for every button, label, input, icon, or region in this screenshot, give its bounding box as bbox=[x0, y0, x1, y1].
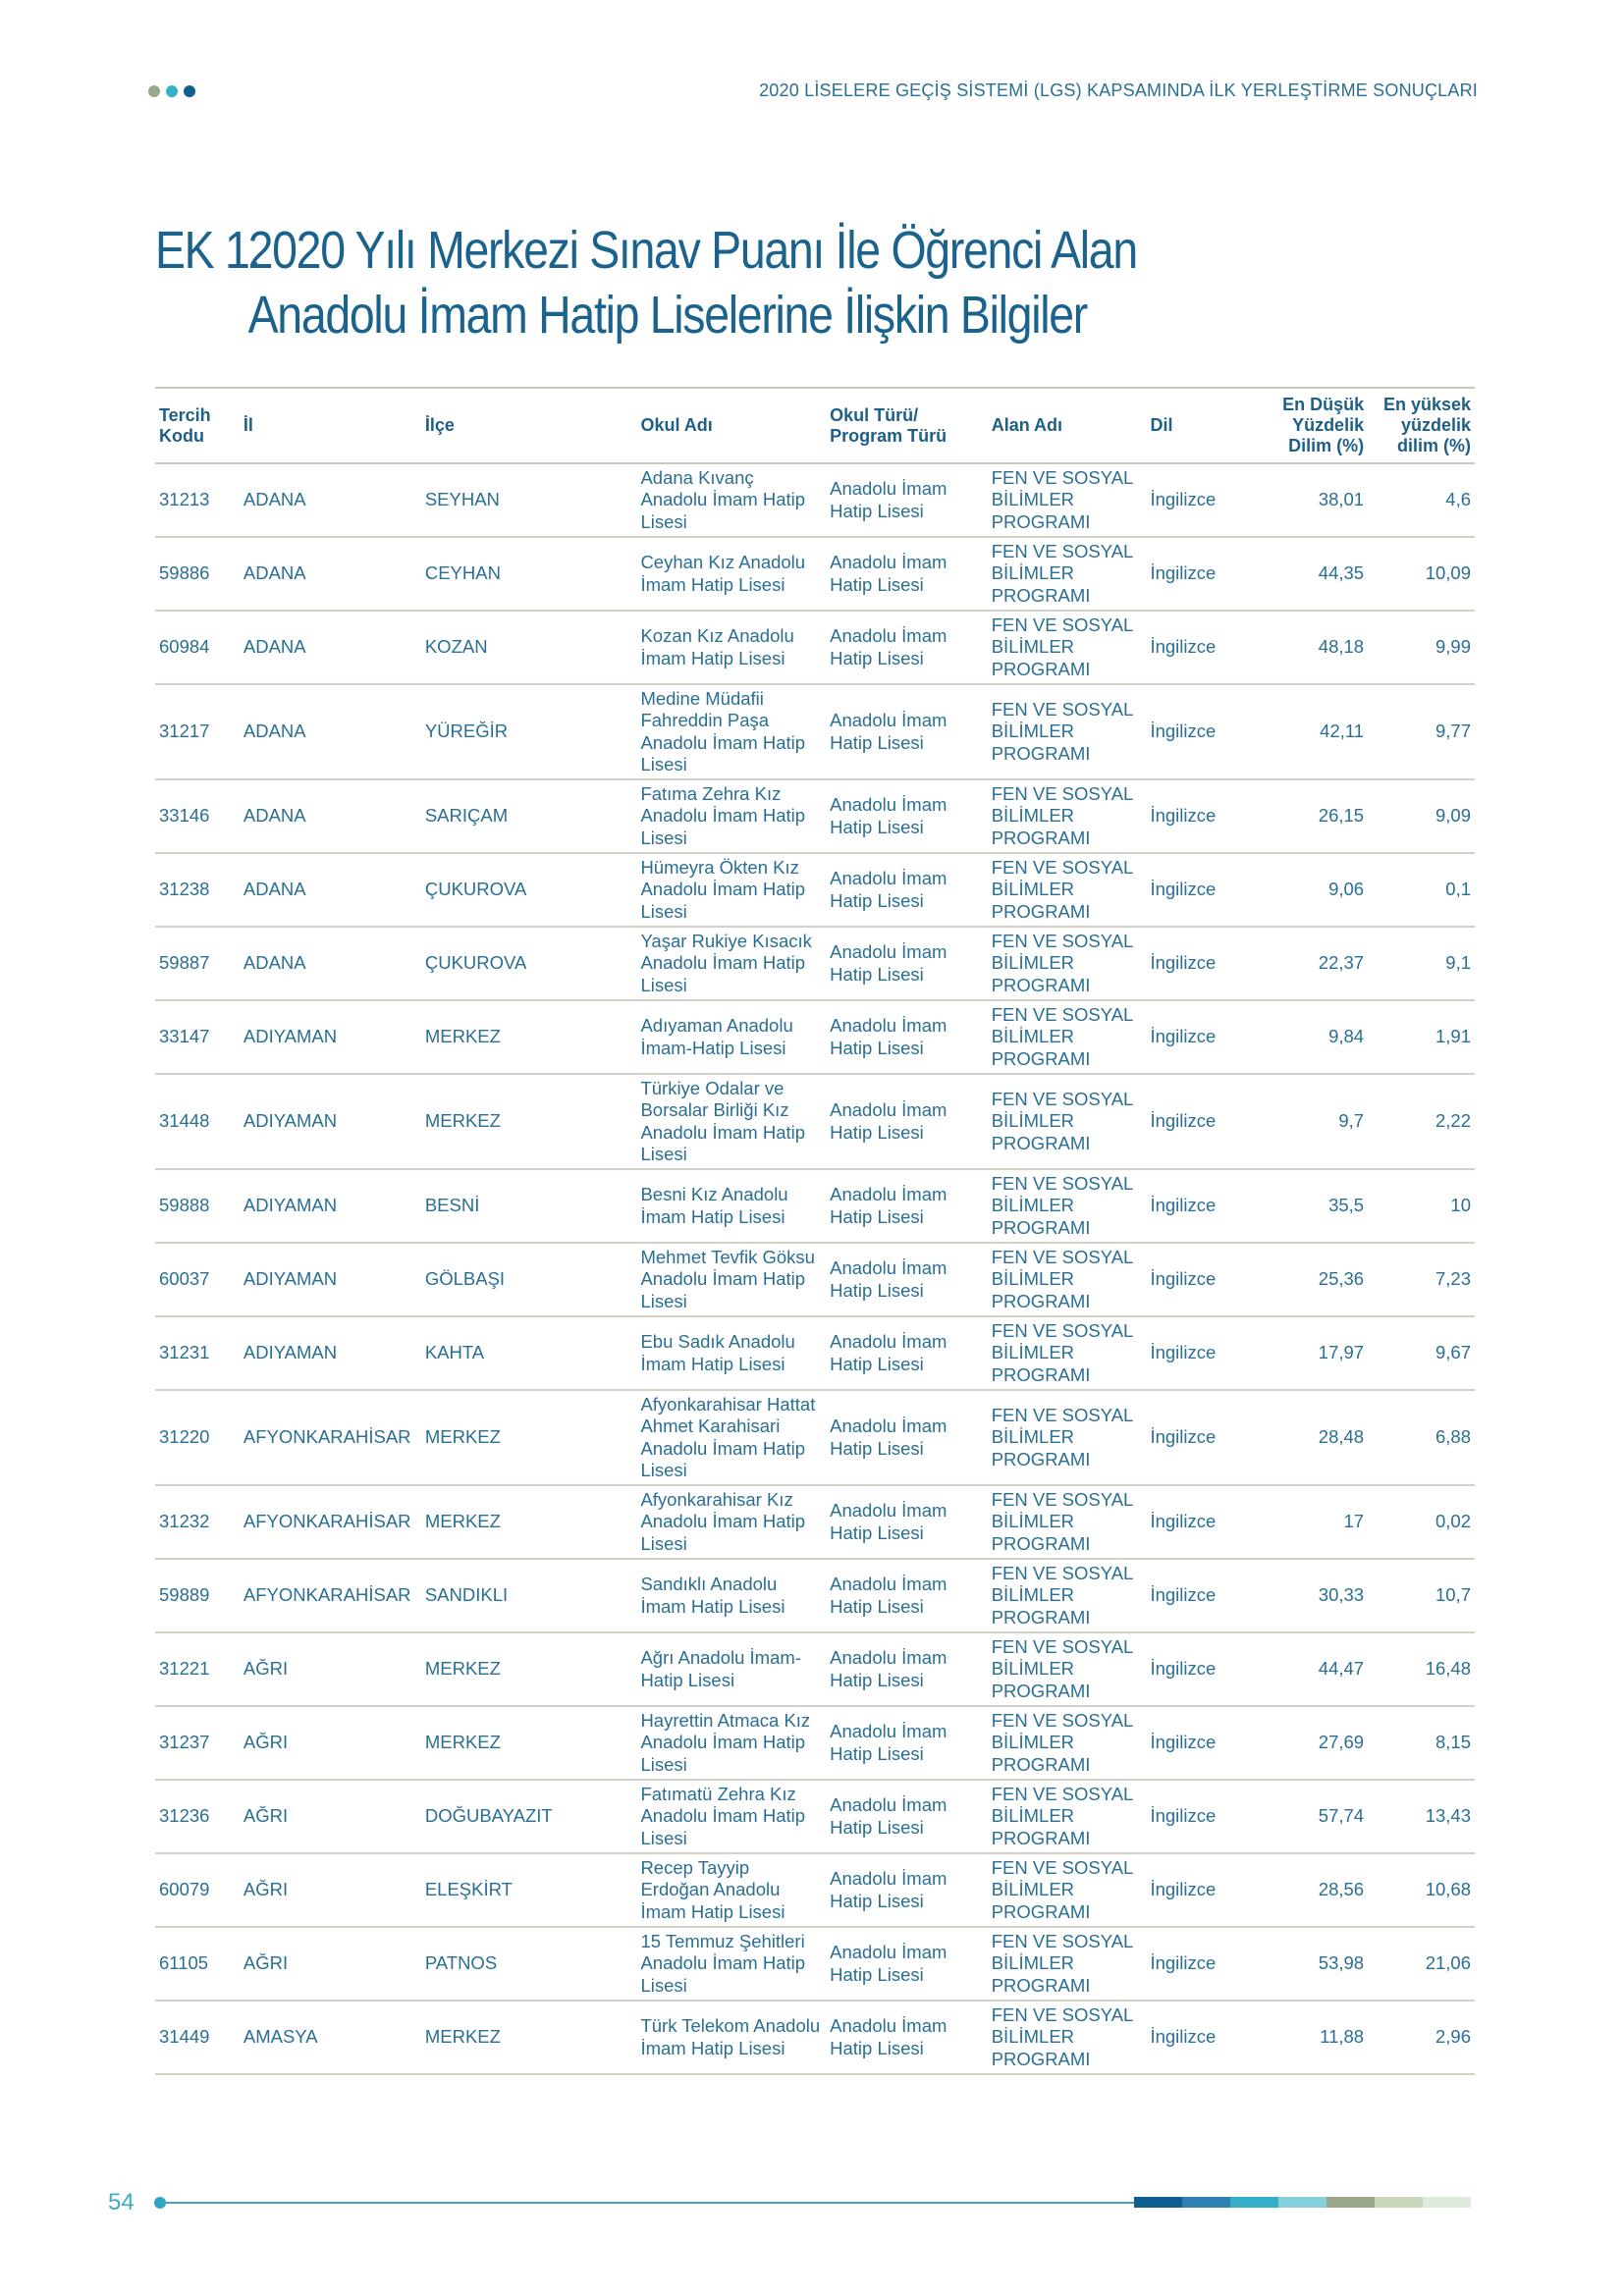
cell-tercih-kodu: 60984 bbox=[155, 611, 240, 684]
cell-tercih-kodu: 31220 bbox=[155, 1390, 240, 1485]
cell-en-dusuk: 48,18 bbox=[1258, 611, 1368, 684]
table-row bbox=[155, 1853, 1475, 1927]
table-row bbox=[155, 1559, 1475, 1632]
cell-okul-turu: Anadolu İmam Hatip Lisesi bbox=[826, 1632, 988, 1706]
cell-il: ADIYAMAN bbox=[240, 1169, 421, 1243]
cell-ilce: MERKEZ bbox=[421, 1000, 637, 1074]
cell-dil: İngilizce bbox=[1146, 1559, 1258, 1632]
cell-okul-adi: Fatıma Zehra Kız Anadolu İmam Hatip Lisesi bbox=[636, 779, 826, 853]
cell-alan-adi: FEN VE SOSYAL BİLİMLER PROGRAMI bbox=[988, 463, 1147, 537]
cell-en-yuksek: 7,23 bbox=[1368, 1243, 1475, 1316]
cell-okul-adi: Medine Müdafii Fahreddin Paşa Anadolu İmam Hatip Lisesi bbox=[636, 684, 826, 779]
cell-okul-turu: Anadolu İmam Hatip Lisesi bbox=[826, 1169, 988, 1243]
swatch-7 bbox=[1423, 2197, 1471, 2208]
cell-okul-adi: 15 Temmuz Şehitleri Anadolu İmam Hatip Lisesi bbox=[636, 1927, 826, 2001]
cell-ilce: KOZAN bbox=[421, 611, 637, 684]
cell-il: ADANA bbox=[240, 853, 421, 927]
cell-okul-turu: Anadolu İmam Hatip Lisesi bbox=[826, 1559, 988, 1632]
cell-il: ADANA bbox=[240, 779, 421, 853]
cell-dil: İngilizce bbox=[1146, 537, 1258, 611]
table-row bbox=[155, 779, 1475, 853]
cell-okul-turu: Anadolu İmam Hatip Lisesi bbox=[826, 779, 988, 853]
table-row bbox=[155, 1485, 1475, 1559]
col-okul-turu: Okul Türü/ Program Türü bbox=[826, 388, 988, 463]
cell-dil: İngilizce bbox=[1146, 1169, 1258, 1243]
title-line-2: Anadolu İmam Hatip Liselerine İlişkin Bilgiler bbox=[247, 286, 1087, 345]
cell-en-yuksek: 0,1 bbox=[1368, 853, 1475, 927]
cell-tercih-kodu: 59888 bbox=[155, 1169, 240, 1243]
cell-okul-adi: Hayrettin Atmaca Kız Anadolu İmam Hatip Lisesi bbox=[636, 1706, 826, 1780]
table-row bbox=[155, 537, 1475, 611]
cell-dil: İngilizce bbox=[1146, 2001, 1258, 2074]
cell-tercih-kodu: 31217 bbox=[155, 684, 240, 779]
cell-alan-adi: FEN VE SOSYAL BİLİMLER PROGRAMI bbox=[988, 1169, 1147, 1243]
cell-alan-adi: FEN VE SOSYAL BİLİMLER PROGRAMI bbox=[988, 1853, 1147, 1927]
cell-ilce: SARIÇAM bbox=[421, 779, 637, 853]
cell-en-dusuk: 27,69 bbox=[1258, 1706, 1368, 1780]
cell-alan-adi: FEN VE SOSYAL BİLİMLER PROGRAMI bbox=[988, 1316, 1147, 1390]
cell-ilce: MERKEZ bbox=[421, 1485, 637, 1559]
cell-en-dusuk: 9,84 bbox=[1258, 1000, 1368, 1074]
cell-ilce: SEYHAN bbox=[421, 463, 637, 537]
swatch-1 bbox=[1134, 2197, 1182, 2208]
cell-dil: İngilizce bbox=[1146, 1316, 1258, 1390]
cell-tercih-kodu: 61105 bbox=[155, 1927, 240, 2001]
cell-en-yuksek: 10,68 bbox=[1368, 1853, 1475, 1927]
cell-dil: İngilizce bbox=[1146, 463, 1258, 537]
title-line-1: 2020 Yılı Merkezi Sınav Puanı İle Öğrenci Alan bbox=[247, 221, 1137, 280]
cell-dil: İngilizce bbox=[1146, 611, 1258, 684]
cell-dil: İngilizce bbox=[1146, 1706, 1258, 1780]
cell-okul-turu: Anadolu İmam Hatip Lisesi bbox=[826, 1485, 988, 1559]
cell-okul-adi: Kozan Kız Anadolu İmam Hatip Lisesi bbox=[636, 611, 826, 684]
cell-alan-adi: FEN VE SOSYAL BİLİMLER PROGRAMI bbox=[988, 684, 1147, 779]
col-dil: Dil bbox=[1146, 388, 1258, 463]
table-row bbox=[155, 463, 1475, 537]
table-row bbox=[155, 1390, 1475, 1485]
table-row bbox=[155, 1632, 1475, 1706]
swatch-6 bbox=[1375, 2197, 1423, 2208]
cell-en-dusuk: 35,5 bbox=[1258, 1169, 1368, 1243]
cell-il: AFYONKARAHİSAR bbox=[240, 1390, 421, 1485]
cell-alan-adi: FEN VE SOSYAL BİLİMLER PROGRAMI bbox=[988, 611, 1147, 684]
cell-en-dusuk: 44,35 bbox=[1258, 537, 1368, 611]
swatch-2 bbox=[1182, 2197, 1230, 2208]
table-row bbox=[155, 927, 1475, 1000]
cell-ilce: MERKEZ bbox=[421, 2001, 637, 2074]
table-row bbox=[155, 1780, 1475, 1853]
cell-okul-adi: Türkiye Odalar ve Borsalar Birliği Kız Anadolu İmam Hatip Lisesi bbox=[636, 1074, 826, 1169]
cell-en-yuksek: 9,67 bbox=[1368, 1316, 1475, 1390]
cell-alan-adi: FEN VE SOSYAL BİLİMLER PROGRAMI bbox=[988, 1706, 1147, 1780]
cell-tercih-kodu: 59886 bbox=[155, 537, 240, 611]
cell-en-dusuk: 25,36 bbox=[1258, 1243, 1368, 1316]
cell-okul-turu: Anadolu İmam Hatip Lisesi bbox=[826, 1927, 988, 2001]
cell-il: ADANA bbox=[240, 537, 421, 611]
cell-okul-turu: Anadolu İmam Hatip Lisesi bbox=[826, 927, 988, 1000]
header-dots bbox=[148, 85, 195, 97]
cell-dil: İngilizce bbox=[1146, 684, 1258, 779]
table-row bbox=[155, 1074, 1475, 1169]
title-number: EK 1. bbox=[155, 221, 261, 280]
dot-1 bbox=[148, 85, 160, 97]
page-number: 54 bbox=[108, 2189, 135, 2216]
cell-il: AFYONKARAHİSAR bbox=[240, 1485, 421, 1559]
cell-ilce: MERKEZ bbox=[421, 1706, 637, 1780]
cell-en-dusuk: 42,11 bbox=[1258, 684, 1368, 779]
cell-okul-turu: Anadolu İmam Hatip Lisesi bbox=[826, 853, 988, 927]
cell-ilce: CEYHAN bbox=[421, 537, 637, 611]
cell-en-dusuk: 38,01 bbox=[1258, 463, 1368, 537]
cell-tercih-kodu: 60079 bbox=[155, 1853, 240, 1927]
cell-en-yuksek: 10 bbox=[1368, 1169, 1475, 1243]
col-okul-adi: Okul Adı bbox=[636, 388, 826, 463]
cell-en-yuksek: 8,15 bbox=[1368, 1706, 1475, 1780]
cell-ilce: MERKEZ bbox=[421, 1632, 637, 1706]
table-row bbox=[155, 1243, 1475, 1316]
cell-okul-adi: Fatımatü Zehra Kız Anadolu İmam Hatip Lisesi bbox=[636, 1780, 826, 1853]
cell-en-yuksek: 0,02 bbox=[1368, 1485, 1475, 1559]
cell-ilce: MERKEZ bbox=[421, 1074, 637, 1169]
cell-tercih-kodu: 33147 bbox=[155, 1000, 240, 1074]
cell-tercih-kodu: 31448 bbox=[155, 1074, 240, 1169]
cell-alan-adi: FEN VE SOSYAL BİLİMLER PROGRAMI bbox=[988, 853, 1147, 927]
cell-il: ADIYAMAN bbox=[240, 1316, 421, 1390]
cell-alan-adi: FEN VE SOSYAL BİLİMLER PROGRAMI bbox=[988, 1559, 1147, 1632]
cell-tercih-kodu: 31232 bbox=[155, 1485, 240, 1559]
cell-en-yuksek: 9,99 bbox=[1368, 611, 1475, 684]
dot-3 bbox=[184, 85, 195, 97]
cell-okul-adi: Ceyhan Kız Anadolu İmam Hatip Lisesi bbox=[636, 537, 826, 611]
table-row bbox=[155, 611, 1475, 684]
cell-il: AĞRI bbox=[240, 1632, 421, 1706]
cell-en-yuksek: 1,91 bbox=[1368, 1000, 1475, 1074]
cell-okul-adi: Afyonkarahisar Kız Anadolu İmam Hatip Lisesi bbox=[636, 1485, 826, 1559]
table-header-row bbox=[155, 388, 1475, 463]
cell-okul-turu: Anadolu İmam Hatip Lisesi bbox=[826, 1243, 988, 1316]
cell-alan-adi: FEN VE SOSYAL BİLİMLER PROGRAMI bbox=[988, 537, 1147, 611]
cell-tercih-kodu: 33146 bbox=[155, 779, 240, 853]
cell-dil: İngilizce bbox=[1146, 1485, 1258, 1559]
table-row bbox=[155, 1000, 1475, 1074]
cell-ilce: MERKEZ bbox=[421, 1390, 637, 1485]
cell-tercih-kodu: 31236 bbox=[155, 1780, 240, 1853]
cell-okul-turu: Anadolu İmam Hatip Lisesi bbox=[826, 1706, 988, 1780]
cell-en-yuksek: 9,1 bbox=[1368, 927, 1475, 1000]
cell-en-yuksek: 21,06 bbox=[1368, 1927, 1475, 2001]
cell-ilce: ELEŞKİRT bbox=[421, 1853, 637, 1927]
cell-alan-adi: FEN VE SOSYAL BİLİMLER PROGRAMI bbox=[988, 779, 1147, 853]
cell-il: ADIYAMAN bbox=[240, 1243, 421, 1316]
cell-ilce: ÇUKUROVA bbox=[421, 853, 637, 927]
cell-dil: İngilizce bbox=[1146, 779, 1258, 853]
cell-en-dusuk: 11,88 bbox=[1258, 2001, 1368, 2074]
cell-ilce: ÇUKUROVA bbox=[421, 927, 637, 1000]
cell-okul-adi: Adıyaman Anadolu İmam-Hatip Lisesi bbox=[636, 1000, 826, 1074]
cell-alan-adi: FEN VE SOSYAL BİLİMLER PROGRAMI bbox=[988, 1780, 1147, 1853]
cell-en-dusuk: 26,15 bbox=[1258, 779, 1368, 853]
cell-tercih-kodu: 31449 bbox=[155, 2001, 240, 2074]
cell-alan-adi: FEN VE SOSYAL BİLİMLER PROGRAMI bbox=[988, 1390, 1147, 1485]
cell-en-yuksek: 13,43 bbox=[1368, 1780, 1475, 1853]
cell-okul-adi: Ebu Sadık Anadolu İmam Hatip Lisesi bbox=[636, 1316, 826, 1390]
cell-okul-adi: Recep Tayyip Erdoğan Anadolu İmam Hatip Lisesi bbox=[636, 1853, 826, 1927]
col-il: İl bbox=[240, 388, 421, 463]
swatch-4 bbox=[1278, 2197, 1326, 2208]
cell-en-dusuk: 9,7 bbox=[1258, 1074, 1368, 1169]
cell-ilce: KAHTA bbox=[421, 1316, 637, 1390]
cell-okul-turu: Anadolu İmam Hatip Lisesi bbox=[826, 1316, 988, 1390]
cell-okul-adi: Sandıklı Anadolu İmam Hatip Lisesi bbox=[636, 1559, 826, 1632]
cell-il: ADANA bbox=[240, 611, 421, 684]
cell-il: ADANA bbox=[240, 927, 421, 1000]
col-alan-adi: Alan Adı bbox=[988, 388, 1147, 463]
cell-tercih-kodu: 31221 bbox=[155, 1632, 240, 1706]
table-row bbox=[155, 1169, 1475, 1243]
cell-dil: İngilizce bbox=[1146, 1390, 1258, 1485]
cell-okul-adi: Besni Kız Anadolu İmam Hatip Lisesi bbox=[636, 1169, 826, 1243]
col-tercih-kodu: Tercih Kodu bbox=[155, 388, 240, 463]
cell-en-dusuk: 28,48 bbox=[1258, 1390, 1368, 1485]
table-body bbox=[155, 463, 1475, 2074]
cell-tercih-kodu: 31238 bbox=[155, 853, 240, 927]
cell-en-dusuk: 57,74 bbox=[1258, 1780, 1368, 1853]
cell-okul-turu: Anadolu İmam Hatip Lisesi bbox=[826, 1853, 988, 1927]
swatch-3 bbox=[1230, 2197, 1278, 2208]
cell-okul-adi: Adana Kıvanç Anadolu İmam Hatip Lisesi bbox=[636, 463, 826, 537]
cell-okul-turu: Anadolu İmam Hatip Lisesi bbox=[826, 1000, 988, 1074]
cell-alan-adi: FEN VE SOSYAL BİLİMLER PROGRAMI bbox=[988, 1485, 1147, 1559]
cell-alan-adi: FEN VE SOSYAL BİLİMLER PROGRAMI bbox=[988, 1927, 1147, 2001]
cell-dil: İngilizce bbox=[1146, 1632, 1258, 1706]
cell-en-yuksek: 4,6 bbox=[1368, 463, 1475, 537]
cell-en-yuksek: 6,88 bbox=[1368, 1390, 1475, 1485]
cell-ilce: PATNOS bbox=[421, 1927, 637, 2001]
cell-en-yuksek: 9,77 bbox=[1368, 684, 1475, 779]
cell-tercih-kodu: 59889 bbox=[155, 1559, 240, 1632]
cell-ilce: YÜREĞİR bbox=[421, 684, 637, 779]
cell-tercih-kodu: 60037 bbox=[155, 1243, 240, 1316]
table-row bbox=[155, 684, 1475, 779]
col-en-yuksek: En yüksek yüzdelik dilim (%) bbox=[1368, 388, 1475, 463]
cell-dil: İngilizce bbox=[1146, 1780, 1258, 1853]
cell-il: ADANA bbox=[240, 684, 421, 779]
table-row bbox=[155, 1706, 1475, 1780]
cell-okul-turu: Anadolu İmam Hatip Lisesi bbox=[826, 2001, 988, 2074]
cell-il: AMASYA bbox=[240, 2001, 421, 2074]
cell-okul-adi: Yaşar Rukiye Kısacık Anadolu İmam Hatip Lisesi bbox=[636, 927, 826, 1000]
cell-tercih-kodu: 59887 bbox=[155, 927, 240, 1000]
cell-il: ADIYAMAN bbox=[240, 1074, 421, 1169]
cell-il: ADIYAMAN bbox=[240, 1000, 421, 1074]
cell-okul-adi: Türk Telekom Anadolu İmam Hatip Lisesi bbox=[636, 2001, 826, 2074]
cell-ilce: SANDIKLI bbox=[421, 1559, 637, 1632]
cell-okul-turu: Anadolu İmam Hatip Lisesi bbox=[826, 684, 988, 779]
cell-en-yuksek: 9,09 bbox=[1368, 779, 1475, 853]
cell-en-dusuk: 9,06 bbox=[1258, 853, 1368, 927]
cell-okul-turu: Anadolu İmam Hatip Lisesi bbox=[826, 1780, 988, 1853]
cell-en-yuksek: 10,7 bbox=[1368, 1559, 1475, 1632]
cell-ilce: BESNİ bbox=[421, 1169, 637, 1243]
cell-en-dusuk: 28,56 bbox=[1258, 1853, 1368, 1927]
cell-alan-adi: FEN VE SOSYAL BİLİMLER PROGRAMI bbox=[988, 927, 1147, 1000]
cell-tercih-kodu: 31231 bbox=[155, 1316, 240, 1390]
cell-il: AFYONKARAHİSAR bbox=[240, 1559, 421, 1632]
cell-en-dusuk: 30,33 bbox=[1258, 1559, 1368, 1632]
cell-okul-adi: Hümeyra Ökten Kız Anadolu İmam Hatip Lisesi bbox=[636, 853, 826, 927]
cell-en-dusuk: 17,97 bbox=[1258, 1316, 1368, 1390]
table-row bbox=[155, 2001, 1475, 2074]
table-row bbox=[155, 1927, 1475, 2001]
schools-table bbox=[155, 387, 1475, 2075]
dot-2 bbox=[166, 85, 178, 97]
swatch-5 bbox=[1326, 2197, 1375, 2208]
running-header: 2020 LİSELERE GEÇİŞ SİSTEMİ (LGS) KAPSAMINDA İLK YERLEŞTİRME SONUÇLARI bbox=[759, 80, 1478, 100]
cell-dil: İngilizce bbox=[1146, 1000, 1258, 1074]
cell-alan-adi: FEN VE SOSYAL BİLİMLER PROGRAMI bbox=[988, 1632, 1147, 1706]
cell-ilce: GÖLBAŞI bbox=[421, 1243, 637, 1316]
cell-il: AĞRI bbox=[240, 1927, 421, 2001]
cell-en-yuksek: 2,22 bbox=[1368, 1074, 1475, 1169]
cell-okul-adi: Ağrı Anadolu İmam-Hatip Lisesi bbox=[636, 1632, 826, 1706]
table-row bbox=[155, 853, 1475, 927]
cell-alan-adi: FEN VE SOSYAL BİLİMLER PROGRAMI bbox=[988, 1243, 1147, 1316]
cell-il: AĞRI bbox=[240, 1706, 421, 1780]
cell-il: AĞRI bbox=[240, 1780, 421, 1853]
cell-okul-turu: Anadolu İmam Hatip Lisesi bbox=[826, 1390, 988, 1485]
cell-okul-turu: Anadolu İmam Hatip Lisesi bbox=[826, 1074, 988, 1169]
cell-dil: İngilizce bbox=[1146, 1927, 1258, 2001]
cell-il: ADANA bbox=[240, 463, 421, 537]
cell-en-dusuk: 22,37 bbox=[1258, 927, 1368, 1000]
table-row bbox=[155, 1316, 1475, 1390]
cell-dil: İngilizce bbox=[1146, 1243, 1258, 1316]
cell-okul-adi: Afyonkarahisar Hattat Ahmet Karahisari Anadolu İmam Hatip Lisesi bbox=[636, 1390, 826, 1485]
cell-dil: İngilizce bbox=[1146, 853, 1258, 927]
cell-en-dusuk: 17 bbox=[1258, 1485, 1368, 1559]
cell-alan-adi: FEN VE SOSYAL BİLİMLER PROGRAMI bbox=[988, 1074, 1147, 1169]
cell-en-yuksek: 2,96 bbox=[1368, 2001, 1475, 2074]
cell-okul-turu: Anadolu İmam Hatip Lisesi bbox=[826, 537, 988, 611]
cell-en-yuksek: 16,48 bbox=[1368, 1632, 1475, 1706]
cell-alan-adi: FEN VE SOSYAL BİLİMLER PROGRAMI bbox=[988, 2001, 1147, 2074]
cell-dil: İngilizce bbox=[1146, 927, 1258, 1000]
cell-okul-turu: Anadolu İmam Hatip Lisesi bbox=[826, 463, 988, 537]
footer-rule bbox=[160, 2202, 1134, 2204]
col-ilce: İlçe bbox=[421, 388, 637, 463]
col-en-dusuk: En Düşük Yüzdelik Dilim (%) bbox=[1258, 388, 1368, 463]
color-swatches bbox=[1134, 2197, 1471, 2208]
cell-okul-turu: Anadolu İmam Hatip Lisesi bbox=[826, 611, 988, 684]
cell-en-yuksek: 10,09 bbox=[1368, 537, 1475, 611]
cell-en-dusuk: 53,98 bbox=[1258, 1927, 1368, 2001]
cell-ilce: DOĞUBAYAZIT bbox=[421, 1780, 637, 1853]
cell-alan-adi: FEN VE SOSYAL BİLİMLER PROGRAMI bbox=[988, 1000, 1147, 1074]
cell-okul-adi: Mehmet Tevfik Göksu Anadolu İmam Hatip Lisesi bbox=[636, 1243, 826, 1316]
cell-en-dusuk: 44,47 bbox=[1258, 1632, 1368, 1706]
cell-dil: İngilizce bbox=[1146, 1853, 1258, 1927]
page-title bbox=[155, 218, 1137, 347]
cell-tercih-kodu: 31237 bbox=[155, 1706, 240, 1780]
cell-tercih-kodu: 31213 bbox=[155, 463, 240, 537]
cell-il: AĞRI bbox=[240, 1853, 421, 1927]
cell-dil: İngilizce bbox=[1146, 1074, 1258, 1169]
